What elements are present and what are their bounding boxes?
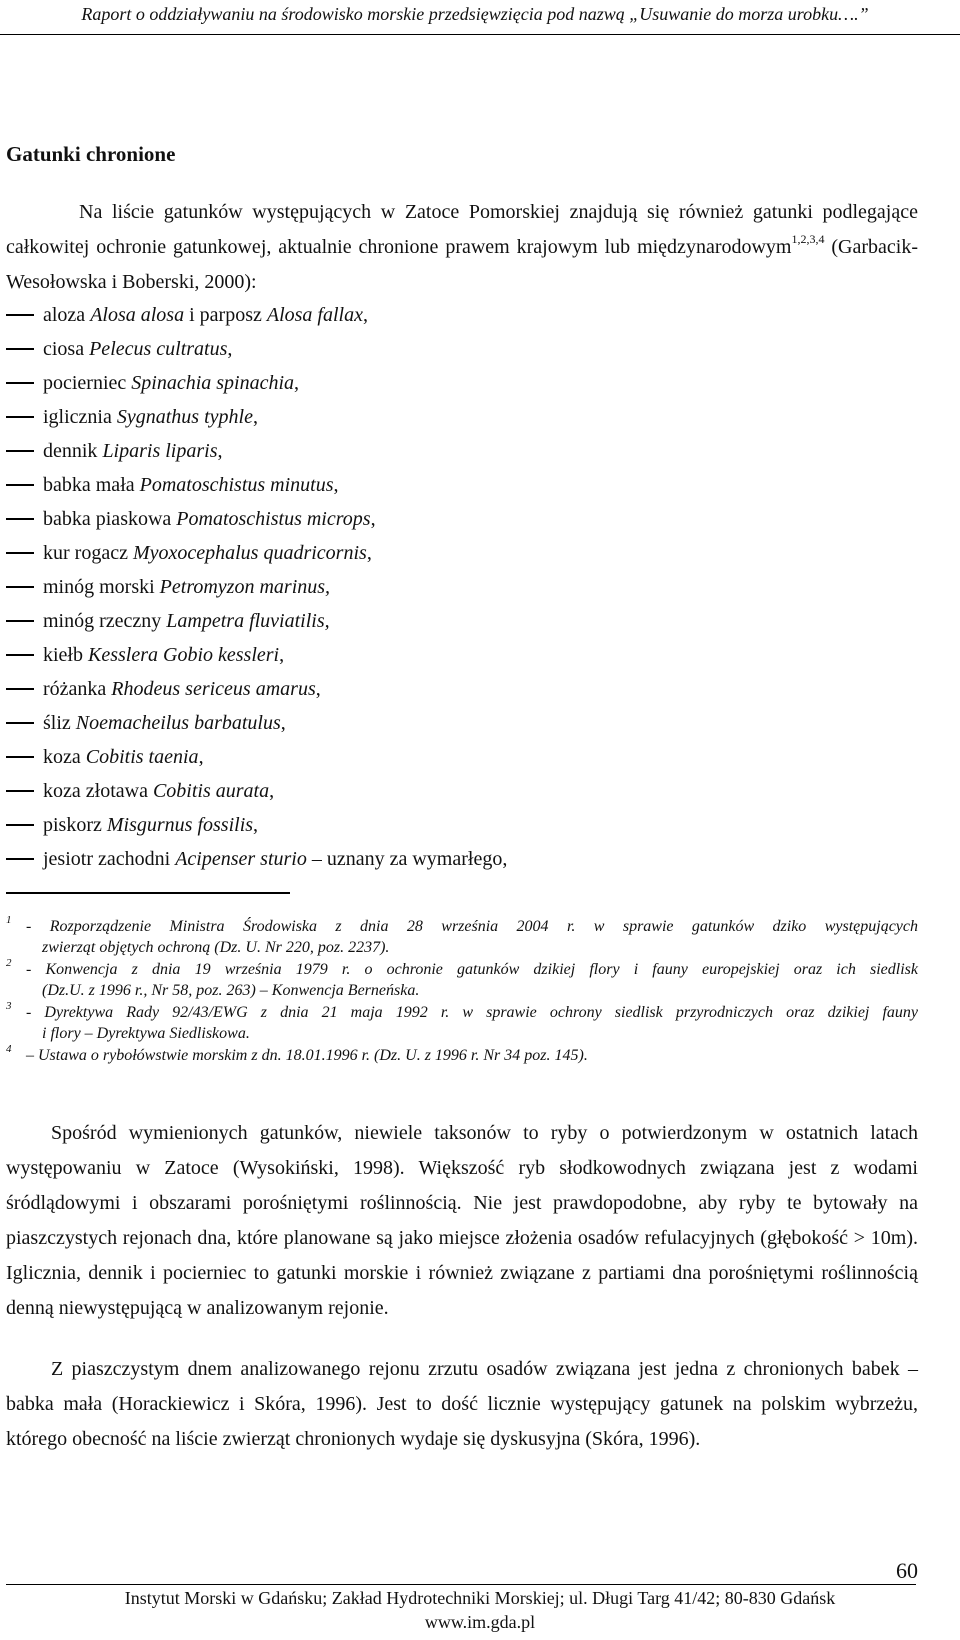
list-item (6, 434, 936, 468)
list-item (6, 672, 936, 706)
latin-name: Pomatoschistus microps (176, 508, 371, 530)
item-mid: – uznany za wymarłego, (306, 848, 508, 870)
item-end: , (315, 678, 321, 700)
common-name: pocierniec (43, 372, 132, 394)
intro-text: Na liście gatunków występujących w Zatoce Pomorskiej znajdują się również gatunki podlegające całkowitej ochronie gatunkowej, aktualnie chronione prawem krajowym lub międzynarodowym (6, 201, 918, 258)
common-name: dennik (43, 440, 103, 462)
item-end: , (366, 542, 372, 564)
latin-name: Pelecus cultratus (89, 338, 228, 360)
dash-bullet (6, 382, 34, 384)
item-mid: i parposz (184, 304, 267, 326)
item-end: , (333, 474, 339, 496)
list-item (6, 604, 936, 638)
footnote-text-cont: zwierząt objętych ochroną (Dz. U. Nr 220, poz. 2237). (42, 939, 390, 956)
footnote-number: 3 (6, 1000, 12, 1012)
footnote-text: – Ustawa o rybołówstwie morskim z dn. 18.01.1996 r. (Dz. U. z 1996 r. Nr 34 poz. 145). (26, 1047, 588, 1064)
latin-name: Sygnathus typhle (116, 406, 253, 428)
paragraph-text: Spośród wymienionych gatunków, niewiele taksonów to ryby o potwierdzonym w ostatnich latach występowaniu w Zatoce (Wysokiński, 1998). Większość ryb słodkowodnych związana jest z wodami śródlądowymi i obszarami porośniętymi roślinnością. Nie jest prawdopodobne, aby ryby te bytowały na piaszczystych rejonach dna, które planowane są jako miejsce złożenia osadów refulacyjnych (głębokość > 10m). Iglicznia, dennik i pocierniec to gatunki morskie i również związane z partiami dna porośniętymi roślinnością denną niewystępującą w analizowanym rejonie. (6, 1122, 918, 1319)
common-name: minóg morski (43, 576, 160, 598)
latin-name: Acipenser sturio (175, 848, 307, 870)
footnote (6, 1045, 918, 1066)
dash-bullet (6, 450, 34, 452)
footnote-number: 1 (6, 914, 12, 926)
dash-bullet (6, 552, 34, 554)
common-name: aloza (43, 304, 91, 326)
dash-bullet (6, 348, 34, 350)
footnote (6, 916, 918, 958)
list-item (6, 774, 936, 808)
list-item (6, 468, 936, 502)
intro-paragraph (6, 195, 918, 300)
list-item (6, 502, 936, 536)
item-end: , (370, 508, 376, 530)
dash-bullet (6, 756, 34, 758)
footnote-divider (6, 892, 290, 894)
dash-bullet (6, 586, 34, 588)
item-end: , (252, 406, 258, 428)
list-item (6, 332, 936, 366)
paragraph-text: Z piaszczystym dnem analizowanego rejonu zrzutu osadów związana jest jedna z chronionych babek – babka mała (Horackiewicz i Skóra, 1996). Jest to dość licznie występujący gatunek na polskim wybrzeżu, którego obecność na liście zwierząt chronionych wydaje się dyskusyjna (Skóra, 1996). (6, 1358, 918, 1450)
section-heading: Gatunki chronione (6, 142, 176, 166)
list-item (6, 298, 936, 332)
list-item (6, 706, 936, 740)
footnote-number: 2 (6, 957, 12, 969)
list-item (6, 740, 936, 774)
footer-divider (6, 1584, 916, 1585)
dash-bullet (6, 790, 34, 792)
footnote (6, 959, 918, 1001)
latin-name: Myoxocephalus quadricornis (132, 542, 367, 564)
footnote-text: - Konwencja z dnia 19 września 1979 r. o ochronie gatunków dzikiej flory i fauny europejskiej oraz ich siedlisk (26, 961, 918, 978)
dash-bullet (6, 416, 34, 418)
protected-species-list (6, 298, 936, 876)
running-header: Raport o oddziaływaniu na środowisko morskie przedsięwzięcia pod nazwą „Usuwanie do morza urobku….” (81, 4, 869, 24)
latin-name: Misgurnus fossilis (106, 814, 254, 836)
body-paragraph (6, 1116, 918, 1326)
footnote-text-cont: (Dz.U. z 1996 r., Nr 58, poz. 263) – Konwencja Berneńska. (42, 982, 420, 999)
list-item (6, 570, 936, 604)
dash-bullet (6, 688, 34, 690)
footnote-text: - Rozporządzenie Ministra Środowiska z dnia 28 września 2004 r. w sprawie gatunków dziko występujących (26, 918, 918, 935)
footer-website: www.im.gda.pl (424, 1612, 536, 1632)
footnotes (6, 916, 918, 1067)
common-name: śliz (43, 712, 76, 734)
intro-citation: (Garbacik-Wesołowska i Boberski, 2000): (6, 236, 918, 293)
common-name: różanka (43, 678, 112, 700)
list-item (6, 366, 936, 400)
item-end: , (227, 338, 233, 360)
dash-bullet (6, 314, 34, 316)
latin-name: Cobitis taenia (85, 746, 199, 768)
footnote (6, 1002, 918, 1044)
intro-footnote-refs: 1,2,3,4 (791, 232, 825, 247)
common-name: ciosa (43, 338, 90, 360)
page-footer (0, 1586, 960, 1634)
common-name: minóg rzeczny (43, 610, 167, 632)
common-name: iglicznia (43, 406, 117, 428)
item-end: , (269, 780, 275, 802)
common-name: kiełb (43, 644, 88, 666)
latin-name-2: Alosa fallax (266, 304, 363, 326)
common-name: babka piaskowa (43, 508, 177, 530)
footnote-number: 4 (6, 1043, 12, 1055)
item-end: , (280, 712, 286, 734)
dash-bullet (6, 654, 34, 656)
footnote-text: - Dyrektywa Rady 92/43/EWG z dnia 21 maja 1992 r. w sprawie ochrony siedlisk przyrodniczych oraz dzikiej fauny (26, 1004, 918, 1021)
dash-bullet (6, 824, 34, 826)
common-name: koza (43, 746, 86, 768)
common-name: koza złotawa (43, 780, 153, 802)
common-name: jesiotr zachodni (43, 848, 176, 870)
latin-name: Liparis liparis (102, 440, 218, 462)
common-name: piskorz (43, 814, 107, 836)
dash-bullet (6, 518, 34, 520)
body-paragraph (6, 1352, 918, 1457)
list-item (6, 808, 936, 842)
list-item (6, 536, 936, 570)
item-end: , (217, 440, 223, 462)
dash-bullet (6, 620, 34, 622)
latin-name: Lampetra fluviatilis, (166, 610, 330, 632)
page-number: 60 (896, 1558, 918, 1583)
common-name: babka mała (43, 474, 140, 496)
list-item (6, 842, 936, 876)
footer-institution: Instytut Morski w Gdańsku; Zakład Hydrotechniki Morskiej; ul. Długi Targ 41/42; 80-830 Gdańsk (124, 1588, 836, 1608)
latin-name: Noemacheilus barbatulus (75, 712, 281, 734)
latin-name: Pomatoschistus minutus (139, 474, 334, 496)
dash-bullet (6, 484, 34, 486)
latin-name: Cobitis aurata (152, 780, 270, 802)
item-end: , (362, 304, 368, 326)
latin-name: Kesslera Gobio kessleri (88, 644, 280, 666)
list-item (6, 400, 936, 434)
latin-name: Spinachia spinachia (131, 372, 295, 394)
list-item (6, 638, 936, 672)
latin-name: Alosa alosa (90, 304, 185, 326)
item-end: , (294, 372, 300, 394)
item-end: , (198, 746, 204, 768)
item-end: , (253, 814, 259, 836)
dash-bullet (6, 722, 34, 724)
common-name: kur rogacz (43, 542, 133, 564)
footnote-text-cont: i flory – Dyrektywa Siedliskowa. (42, 1025, 250, 1042)
latin-name: Petromyzon marinus, (159, 576, 331, 598)
dash-bullet (6, 858, 34, 860)
latin-name: Rhodeus sericeus amarus (111, 678, 316, 700)
item-end: , (279, 644, 285, 666)
header-divider (0, 34, 960, 35)
